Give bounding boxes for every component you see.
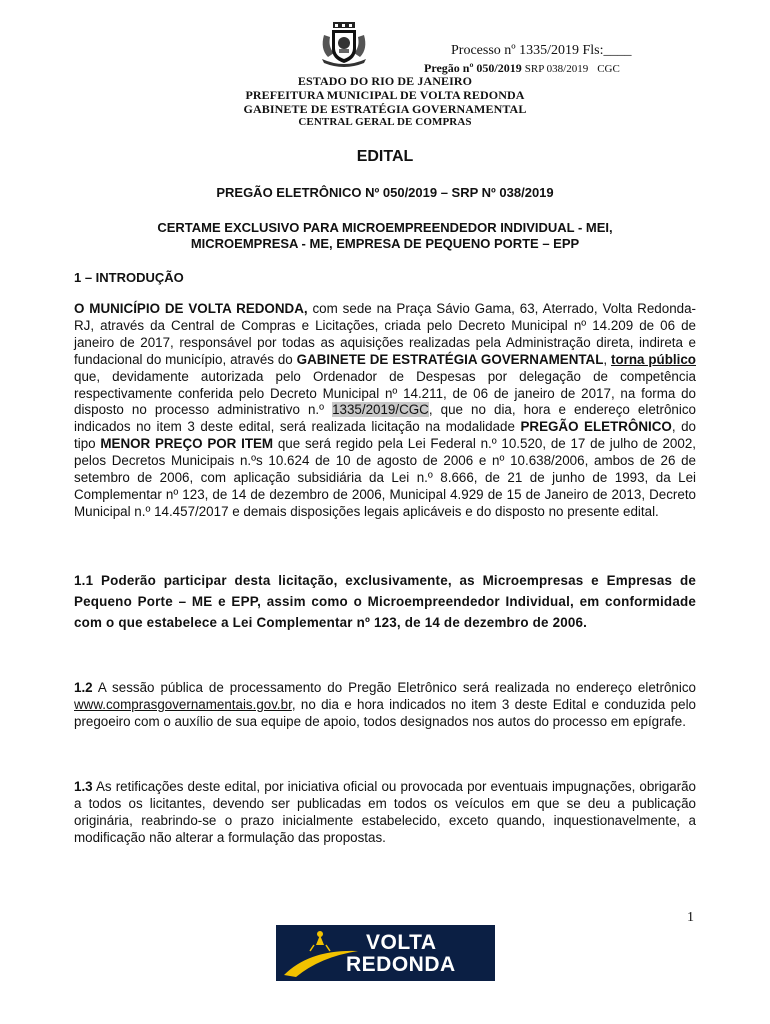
srp-number: SRP 038/2019 (524, 63, 589, 75)
header-state: ESTADO DO RIO DE JANEIRO (297, 74, 473, 88)
header-cabinet: GABINETE DE ESTRATÉGIA GOVERNAMENTAL (243, 102, 527, 116)
intro-text-1: com sede na Praça Sávio Gama, 63, Aterrado, Volta Redonda-RJ, através da Central de Compras e Licitações, criada pelo Decreto Municipal nº 14.209 de 06 de janeiro de 2017, responsável por todas as aquisições realizadas pela Administração direta, indireta e fundacional do município, através do (74, 301, 696, 367)
intro-text-3: que, devidamente autorizada pelo Ordenador de Despesas por delegação de competência respectivamente conferida pelo Decreto Municipal nº 14.211, de 06 de janeiro de 2017, na forma do disposto no processo administrativo n.º (74, 368, 696, 418)
certame-line-1: CERTAME EXCLUSIVO PARA MICROEMPREENDEDOR INDIVIDUAL - MEI, (157, 220, 613, 235)
item-1-1: 1.1 Poderão participar desta licitação, exclusivamente, as Microempresas e Empresas de Pequeno Porte – ME e EPP, assim como o Microempreendedor Individual, em conformidade com o que estabelece a Lei Complementar nº 123, de 14 de dezembro de 2006. (74, 573, 696, 630)
coat-of-arms-icon (318, 21, 370, 67)
cgc-label: CGC (597, 63, 620, 75)
pregao-title: PREGÃO ELETRÔNICO Nº 050/2019 – SRP Nº 038/2019 (216, 185, 554, 200)
item-1-3 (74, 779, 696, 847)
item-1-2-number: 1.2 (74, 680, 93, 695)
header-prefecture: PREFEITURA MUNICIPAL DE VOLTA REDONDA (245, 88, 525, 102)
process-number: Processo nº 1335/2019 Fls:____ (451, 43, 632, 58)
logo-word-volta: VOLTA (366, 931, 437, 954)
intro-type: MENOR PREÇO POR ITEM (100, 436, 274, 452)
item-1-3-number: 1.3 (74, 779, 93, 794)
intro-torna-publico: torna público (611, 351, 696, 367)
volta-redonda-logo (276, 925, 495, 981)
logo-word-redonda: REDONDA (346, 953, 456, 976)
document-title: EDITAL (356, 148, 414, 165)
intro-text-5: , do tipo (74, 419, 696, 452)
header-central: CENTRAL GERAL DE COMPRAS (298, 116, 472, 128)
pregao-number: Pregão nº 050/2019 (424, 61, 522, 75)
intro-municipality: O MUNICÍPIO DE VOLTA REDONDA, (74, 301, 308, 316)
item-1-3-text: As retificações deste edital, por iniciativa oficial ou provocada por eventuais impugnações, obrigarão a todos os licitantes, devendo ser publicadas em todos os veículos em que se deu a publicação originária, reabrindo-se o prazo inicialmente estabelecido, exceto quando, inquestionavelmente, a modificação não alterar a formulação das propostas. (74, 779, 696, 845)
process-highlight: 1335/2019/CGC (332, 402, 429, 418)
comprasgov-link[interactable]: www.comprasgovernamentais.gov.br (74, 696, 292, 712)
intro-text-4: , que no dia, hora e endereço eletrônico indicados no item 3 deste edital, será realizada licitação na modalidade (74, 402, 696, 435)
intro-text-6: que será regido pela Lei Federal n.º 10.520, de 17 de julho de 2002, pelos Decretos Municipais n.ºs 10.624 de 10 de agosto de 2006 e nº 10.638/2006, ambos de 26 de setembro de 2006, com aplicação subsidiária da Lei n.º 8.666, de 21 de junho de 1993, da Lei Complementar nº 123, de 14 de dezembro de 2006, Municipal 4.929 de 15 de Janeiro de 2013, Decreto Municipal n.º 14.457/2017 e demais disposições legais aplicáveis e do disposto no presente edital. (74, 436, 696, 519)
item-1-2 (74, 680, 696, 731)
intro-cabinet: GABINETE DE ESTRATÉGIA GOVERNAMENTAL (296, 351, 604, 367)
item-1-2-text-2: , no dia e hora indicados no item 3 deste Edital e conduzida pelo pregoeiro com o auxílio de sua equipe de apoio, todos designados nos autos do processo em epígrafe. (74, 696, 696, 729)
page-number: 1 (687, 910, 694, 925)
section-heading-introduction: 1 – INTRODUÇÃO (74, 270, 184, 285)
certame-line-2: MICROEMPRESA - ME, EMPRESA DE PEQUENO PORTE – EPP (190, 236, 580, 251)
intro-text-2: , (603, 351, 612, 367)
item-1-2-text-1: A sessão pública de processamento do Pregão Eletrônico será realizada no endereço eletrônico (92, 680, 696, 695)
intro-paragraph (74, 301, 696, 521)
intro-modality: PREGÃO ELETRÔNICO (520, 419, 672, 435)
